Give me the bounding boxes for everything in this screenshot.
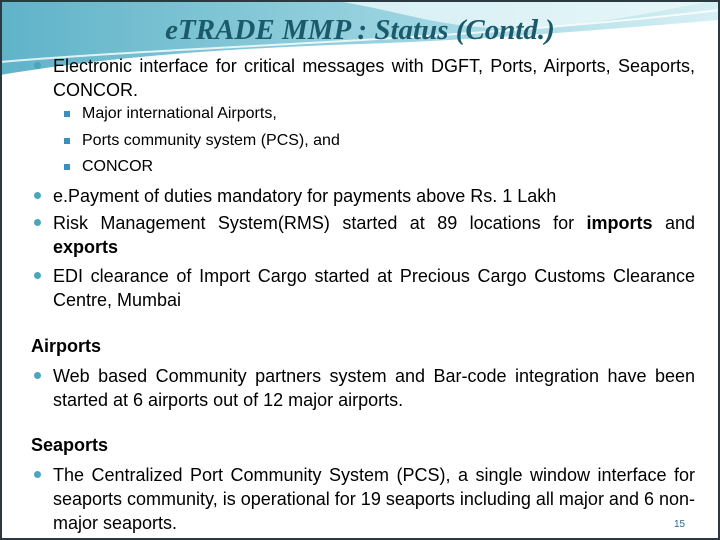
bullet-text: The Centralized Port Community System (PCS), a single window interface for seaports community, is operational for 19 seaports including all major and 6 non-major seaports.	[53, 465, 696, 533]
bullet-text: and	[652, 213, 695, 233]
bullet-item	[53, 184, 695, 208]
bullet-text: Electronic interface for critical messages with DGFT, Ports, Airports, Seaports, CONCOR.	[53, 56, 695, 100]
section-heading-seaports: Seaports	[31, 435, 109, 455]
bullet-icon	[34, 192, 41, 199]
sub-bullet-item	[82, 157, 153, 177]
square-bullet-icon	[64, 138, 70, 144]
section-heading-airports: Airports	[31, 336, 102, 356]
sub-bullet-item	[82, 131, 340, 151]
bullet-item	[53, 364, 695, 412]
bullet-icon	[34, 219, 41, 226]
bullet-item	[53, 264, 695, 312]
bullet-icon	[34, 62, 41, 69]
square-bullet-icon	[64, 111, 70, 117]
sub-bullet-text: CONCOR	[82, 158, 154, 175]
square-bullet-icon	[64, 164, 70, 170]
bullet-text: e.Payment of duties mandatory for payments above Rs. 1 Lakh	[53, 186, 557, 206]
bullet-text: EDI clearance of Import Cargo started at Precious Cargo Customs Clearance Centre, Mumbai	[53, 266, 695, 310]
bullet-text: Web based Community partners system and Bar-code integration have been started at 6 airports out of 12 major airports.	[53, 366, 695, 410]
bold-text: imports	[586, 213, 653, 233]
bullet-item	[53, 463, 695, 535]
bullet-text: Risk Management System(RMS) started at 89 locations for	[53, 213, 587, 233]
sub-bullet-text: Ports community system (PCS), and	[82, 132, 340, 149]
sub-bullet-text: Major international Airports,	[82, 105, 277, 122]
page-number: 15	[674, 519, 686, 530]
bullet-icon	[34, 272, 41, 279]
bullet-icon	[34, 372, 41, 379]
sub-bullet-item	[82, 104, 277, 124]
slide-title: eTRADE MMP : Status (Contd.)	[165, 14, 555, 46]
bullet-item	[53, 54, 695, 102]
bullet-item	[53, 211, 695, 259]
bold-text: exports	[53, 237, 119, 257]
bullet-icon	[34, 471, 41, 478]
